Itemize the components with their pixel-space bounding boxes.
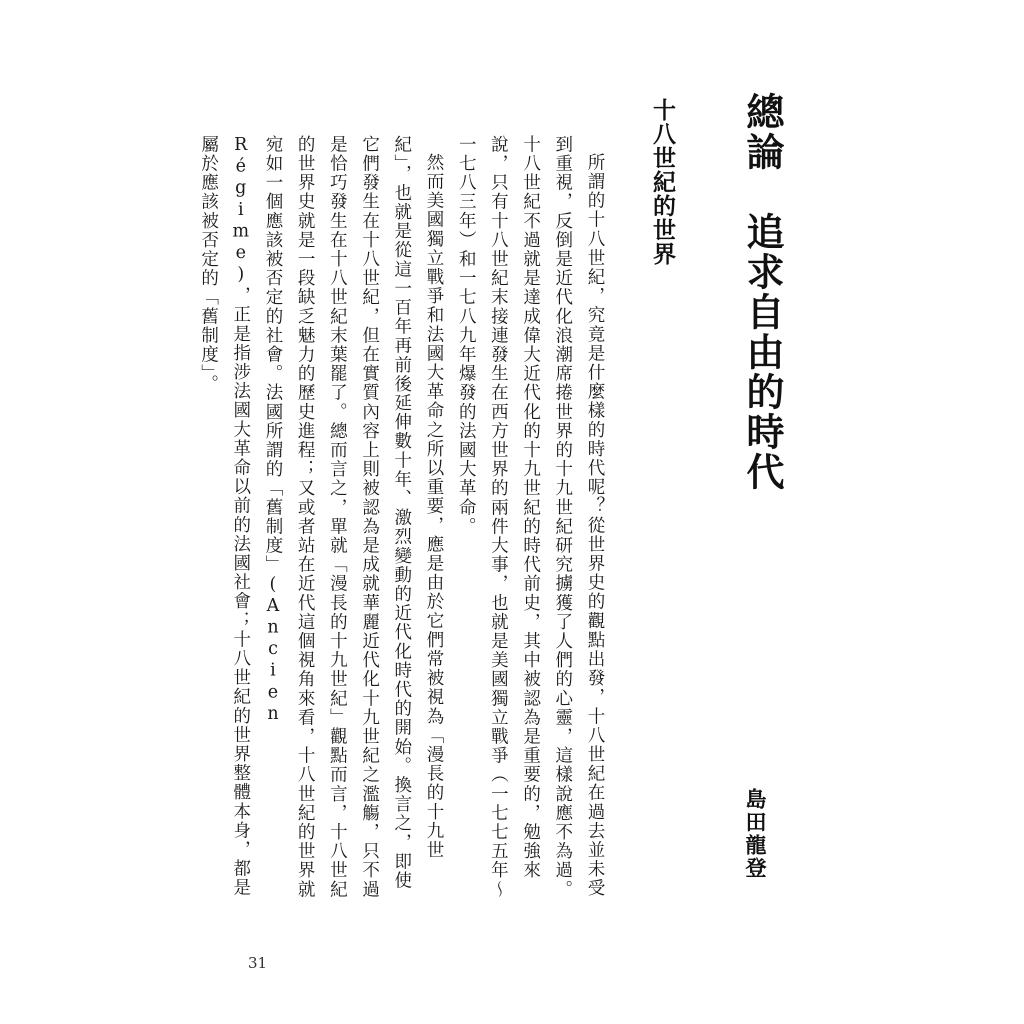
- chapter-title-text: 追求自由的時代: [740, 212, 785, 492]
- paragraph-2: 然而美國獨立戰爭和法國大革命之所以重要，應是由於它們常被視為「漫長的十九世紀」，也就是從這一百年再前後延伸數十年、激烈變動的近代化時代的開始。換言之，即使它們發生在十八世紀，但在實質內容上則被認為是成就華麗近代化十九世紀之濫觴，只不過是恰巧發生在十八世紀末葉罷了。總而言之，單就「漫長的十九世紀」觀點而言，十八世紀的世界史就是一段缺乏魅力的歷史進程；又或者站在近代這個視角來看，十八世紀的世界就宛如一個應該被否定的社會。法國所謂的「舊制度」(Ancien Régime)，正是指涉法國大革命以前的法國社會；十八世紀的世界整體本身，都是屬於應該被否定的「舊制度」。: [198, 135, 444, 899]
- body-text: [198, 135, 611, 905]
- section-heading: 十八世紀的世界: [649, 98, 676, 266]
- page-number: 31: [248, 954, 268, 972]
- chapter-title: [740, 92, 784, 492]
- chapter-label: 總論: [740, 92, 785, 172]
- paragraph-1: 所謂的十八世紀，究竟是什麼樣的時代呢？從世界史的觀點出發，十八世紀在過去並未受到重視，反倒是近代化浪潮席捲世界的十九世紀研究擄獲了人們的心靈，這樣說應不為過。十八世紀不過就是達成偉大近代化的十九世紀的時代前史，其中被認為是重要的，勉強來說，只有十八世紀末接連發生在西方世界的兩件大事，也就是美國獨立戰爭（一七七五年～一七八三年）和一七八九年爆發的法國大革命。: [456, 135, 605, 899]
- author-name: 島田龍登: [743, 788, 768, 880]
